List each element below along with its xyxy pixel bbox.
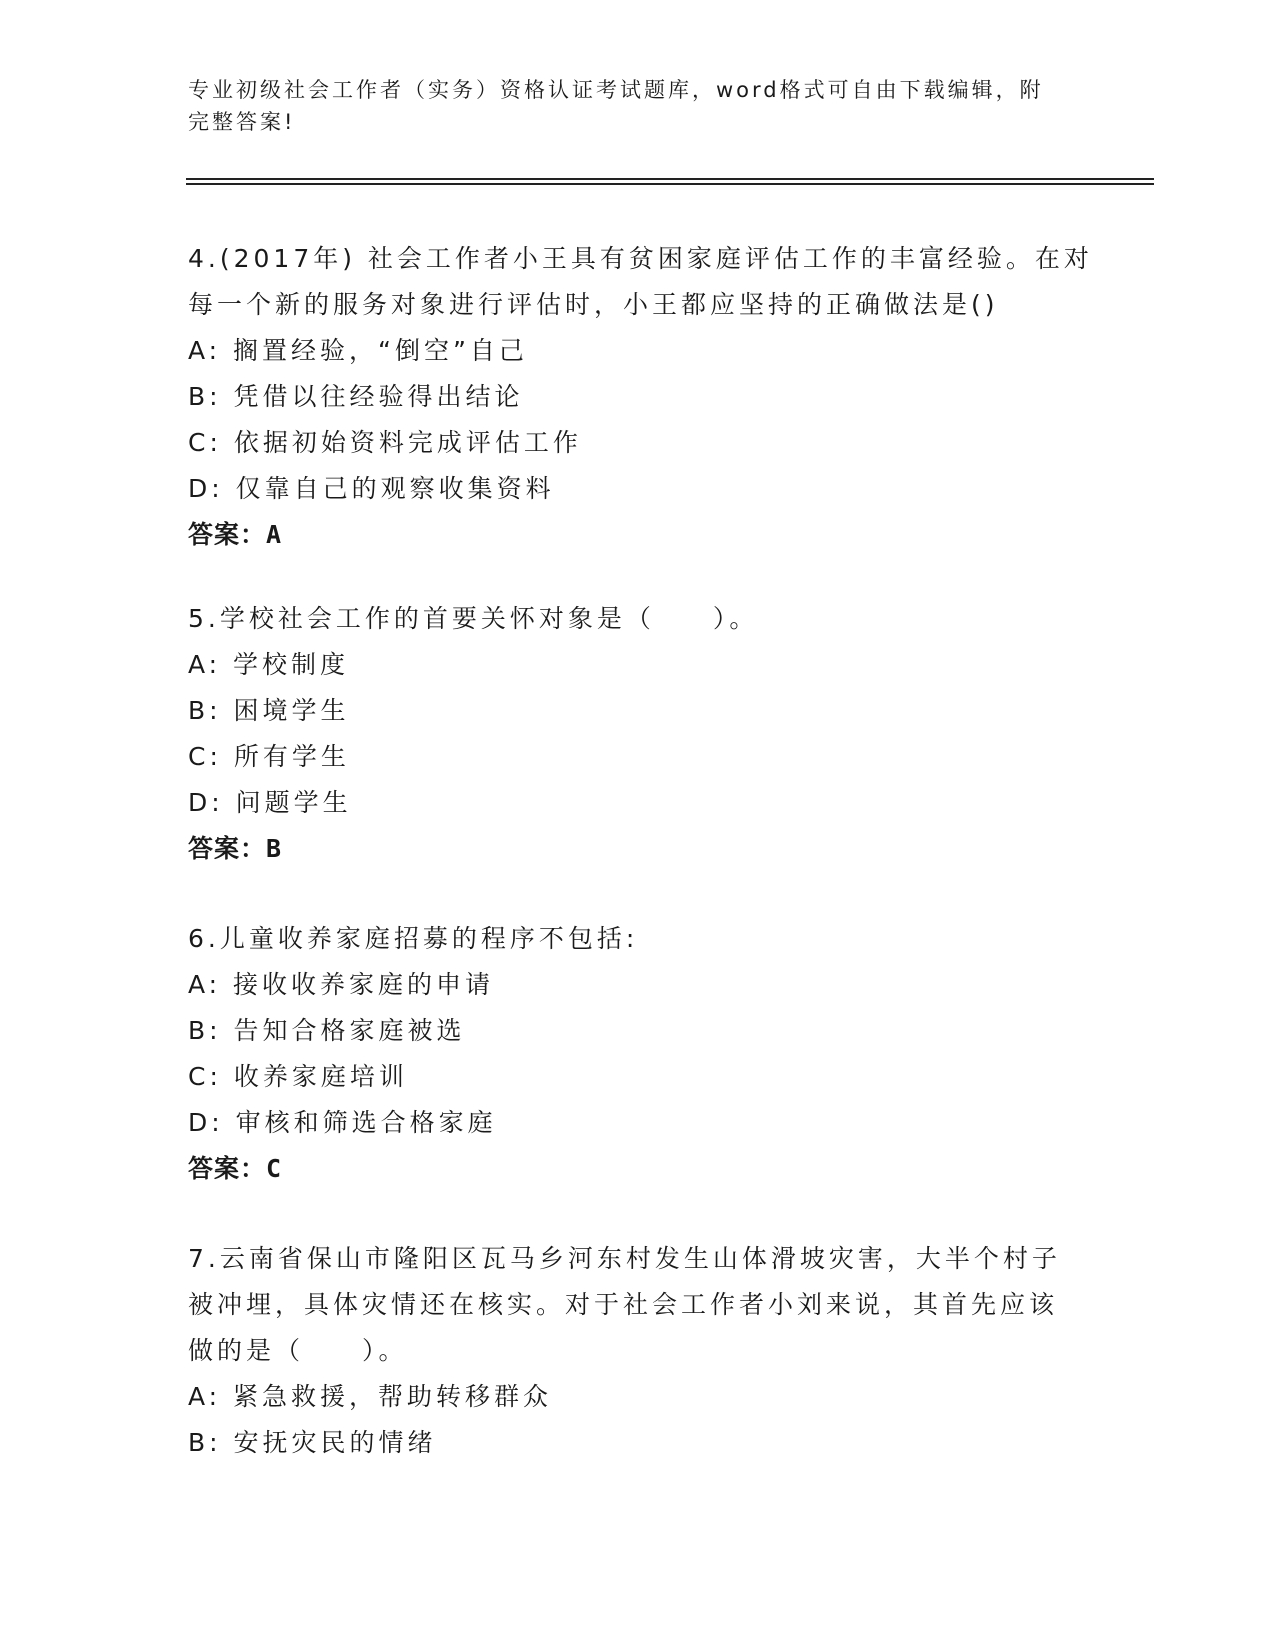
option-d: D: 审核和筛选合格家庭 — [188, 1108, 497, 1137]
option-b: B: 告知合格家庭被选 — [188, 1016, 466, 1045]
option-b: B: 困境学生 — [188, 696, 350, 725]
question-stem — [188, 916, 638, 962]
option-a: A: 紧急救援，帮助转移群众 — [188, 1382, 553, 1411]
question-stem — [188, 596, 758, 642]
document-header — [188, 74, 1088, 138]
question-stem — [188, 236, 1093, 328]
option-c: C: 所有学生 — [188, 742, 350, 771]
header-divider-bottom — [186, 183, 1154, 185]
option-c: C: 收养家庭培训 — [188, 1062, 408, 1091]
question-5 — [188, 596, 758, 872]
option-a: A: 接收收养家庭的申请 — [188, 970, 495, 999]
option-d: D: 问题学生 — [188, 788, 352, 817]
stem-line: 做的是（ ）。 — [188, 1336, 408, 1365]
header-line-1: 专业初级社会工作者（实务）资格认证考试题库，word格式可自由下载编辑，附 — [188, 78, 1044, 102]
stem-line: 4.(2017年) 社会工作者小王具有贫困家庭评估工作的丰富经验。在对 — [188, 244, 1093, 273]
option-a: A: 搁置经验，“倒空”自己 — [188, 336, 528, 365]
stem-line: 被冲埋，具体灾情还在核实。对于社会工作者小刘来说，其首先应该 — [188, 1290, 1059, 1319]
option-b: B: 安抚灾民的情绪 — [188, 1428, 437, 1457]
stem-line: 7.云南省保山市隆阳区瓦马乡河东村发生山体滑坡灾害，大半个村子 — [188, 1244, 1061, 1273]
stem-line: 5.学校社会工作的首要关怀对象是（ ）。 — [188, 604, 759, 633]
option-d: D: 仅靠自己的观察收集资料 — [188, 474, 555, 503]
header-divider-top — [186, 178, 1154, 180]
option-c: C: 依据初始资料完成评估工作 — [188, 428, 582, 457]
question-4 — [188, 236, 1093, 558]
stem-line: 6.儿童收养家庭招募的程序不包括: — [188, 924, 639, 953]
stem-line: 每一个新的服务对象进行评估时，小王都应坚持的正确做法是() — [188, 290, 999, 319]
option-b: B: 凭借以往经验得出结论 — [188, 382, 524, 411]
header-line-2: 完整答案! — [188, 110, 296, 134]
answer-label: 答案：A — [188, 520, 283, 549]
option-a: A: 学校制度 — [188, 650, 350, 679]
answer-label: 答案：B — [188, 834, 283, 863]
answer-label: 答案：C — [188, 1154, 283, 1183]
question-stem — [188, 1236, 1061, 1374]
question-7 — [188, 1236, 1061, 1466]
question-6 — [188, 916, 638, 1192]
